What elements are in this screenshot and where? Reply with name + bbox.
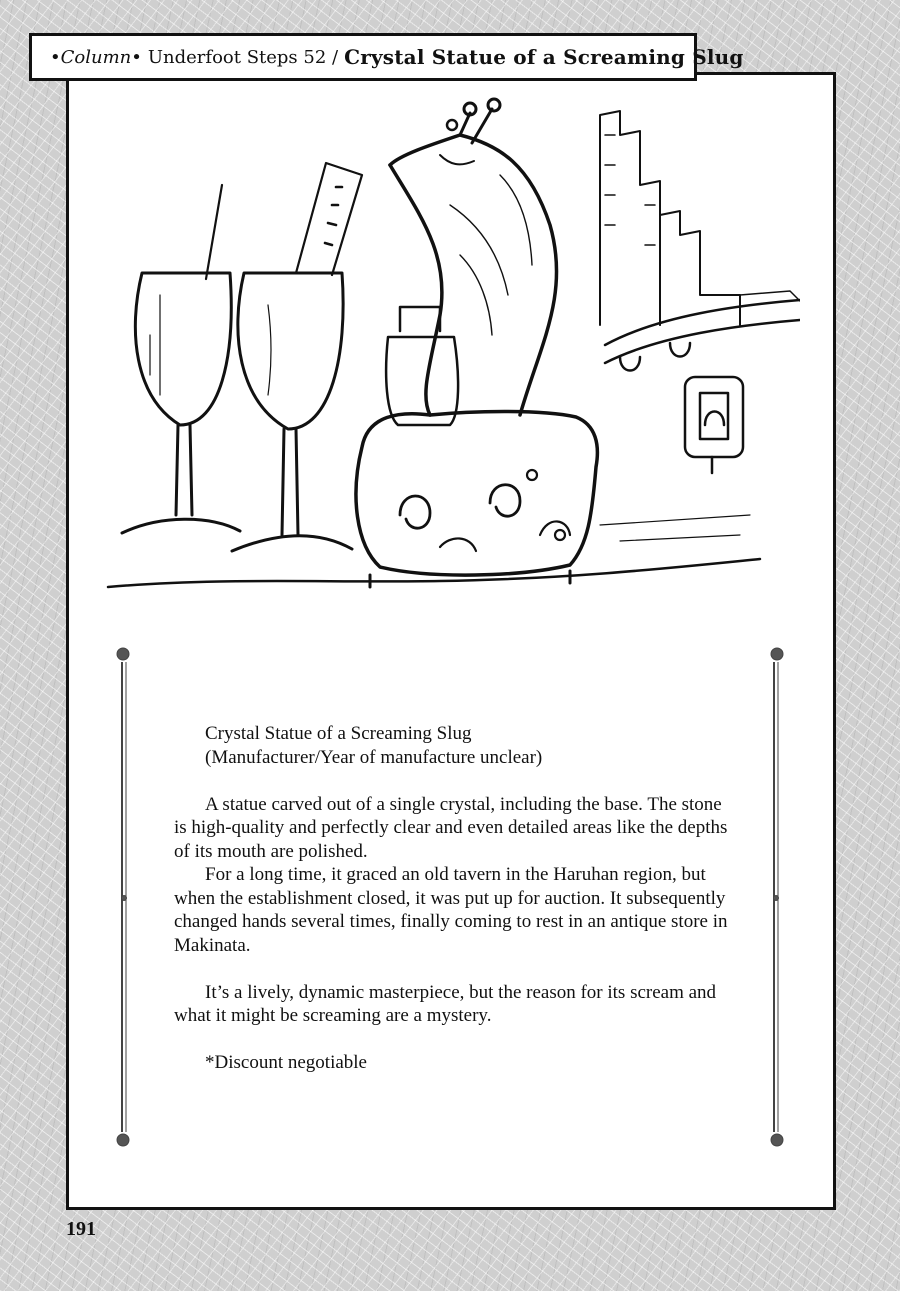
column-header bbox=[29, 33, 744, 81]
city-background bbox=[600, 111, 800, 325]
description-paragraph-1: A statue carved out of a single crystal, including the base. The stone is high-quality and perfectly clear and even detailed areas like the depths of its mouth are polished. bbox=[174, 793, 728, 862]
goblet-left bbox=[122, 185, 240, 533]
item-name: Crystal Statue of a Screaming Slug bbox=[205, 723, 472, 744]
slug-statue-illustration bbox=[100, 95, 800, 615]
column-title: Crystal Statue of a Screaming Slug bbox=[344, 45, 744, 69]
goblet-right bbox=[232, 163, 362, 551]
item-description bbox=[174, 722, 734, 1075]
item-origin: (Manufacturer/Year of manufacture unclear) bbox=[205, 746, 543, 768]
column-label: •Column• bbox=[50, 46, 142, 68]
slug-statue bbox=[356, 99, 597, 587]
series-label: Underfoot Steps 52 / bbox=[147, 46, 339, 68]
description-paragraph-2: For a long time, it graced an old tavern in the Haruhan region, but when the establishment closed, it was put up for auction. It subsequently changed hands several times, finally coming to rest in an antique store in Makinata. bbox=[174, 864, 728, 956]
small-glass bbox=[386, 307, 458, 425]
discount-note: *Discount negotiable bbox=[205, 1052, 367, 1073]
page-number: 191 bbox=[66, 1218, 96, 1240]
railing bbox=[605, 300, 800, 473]
description-paragraph-3: It’s a lively, dynamic masterpiece, but the reason for its scream and what it might be screaming are a mystery. bbox=[174, 981, 717, 1026]
